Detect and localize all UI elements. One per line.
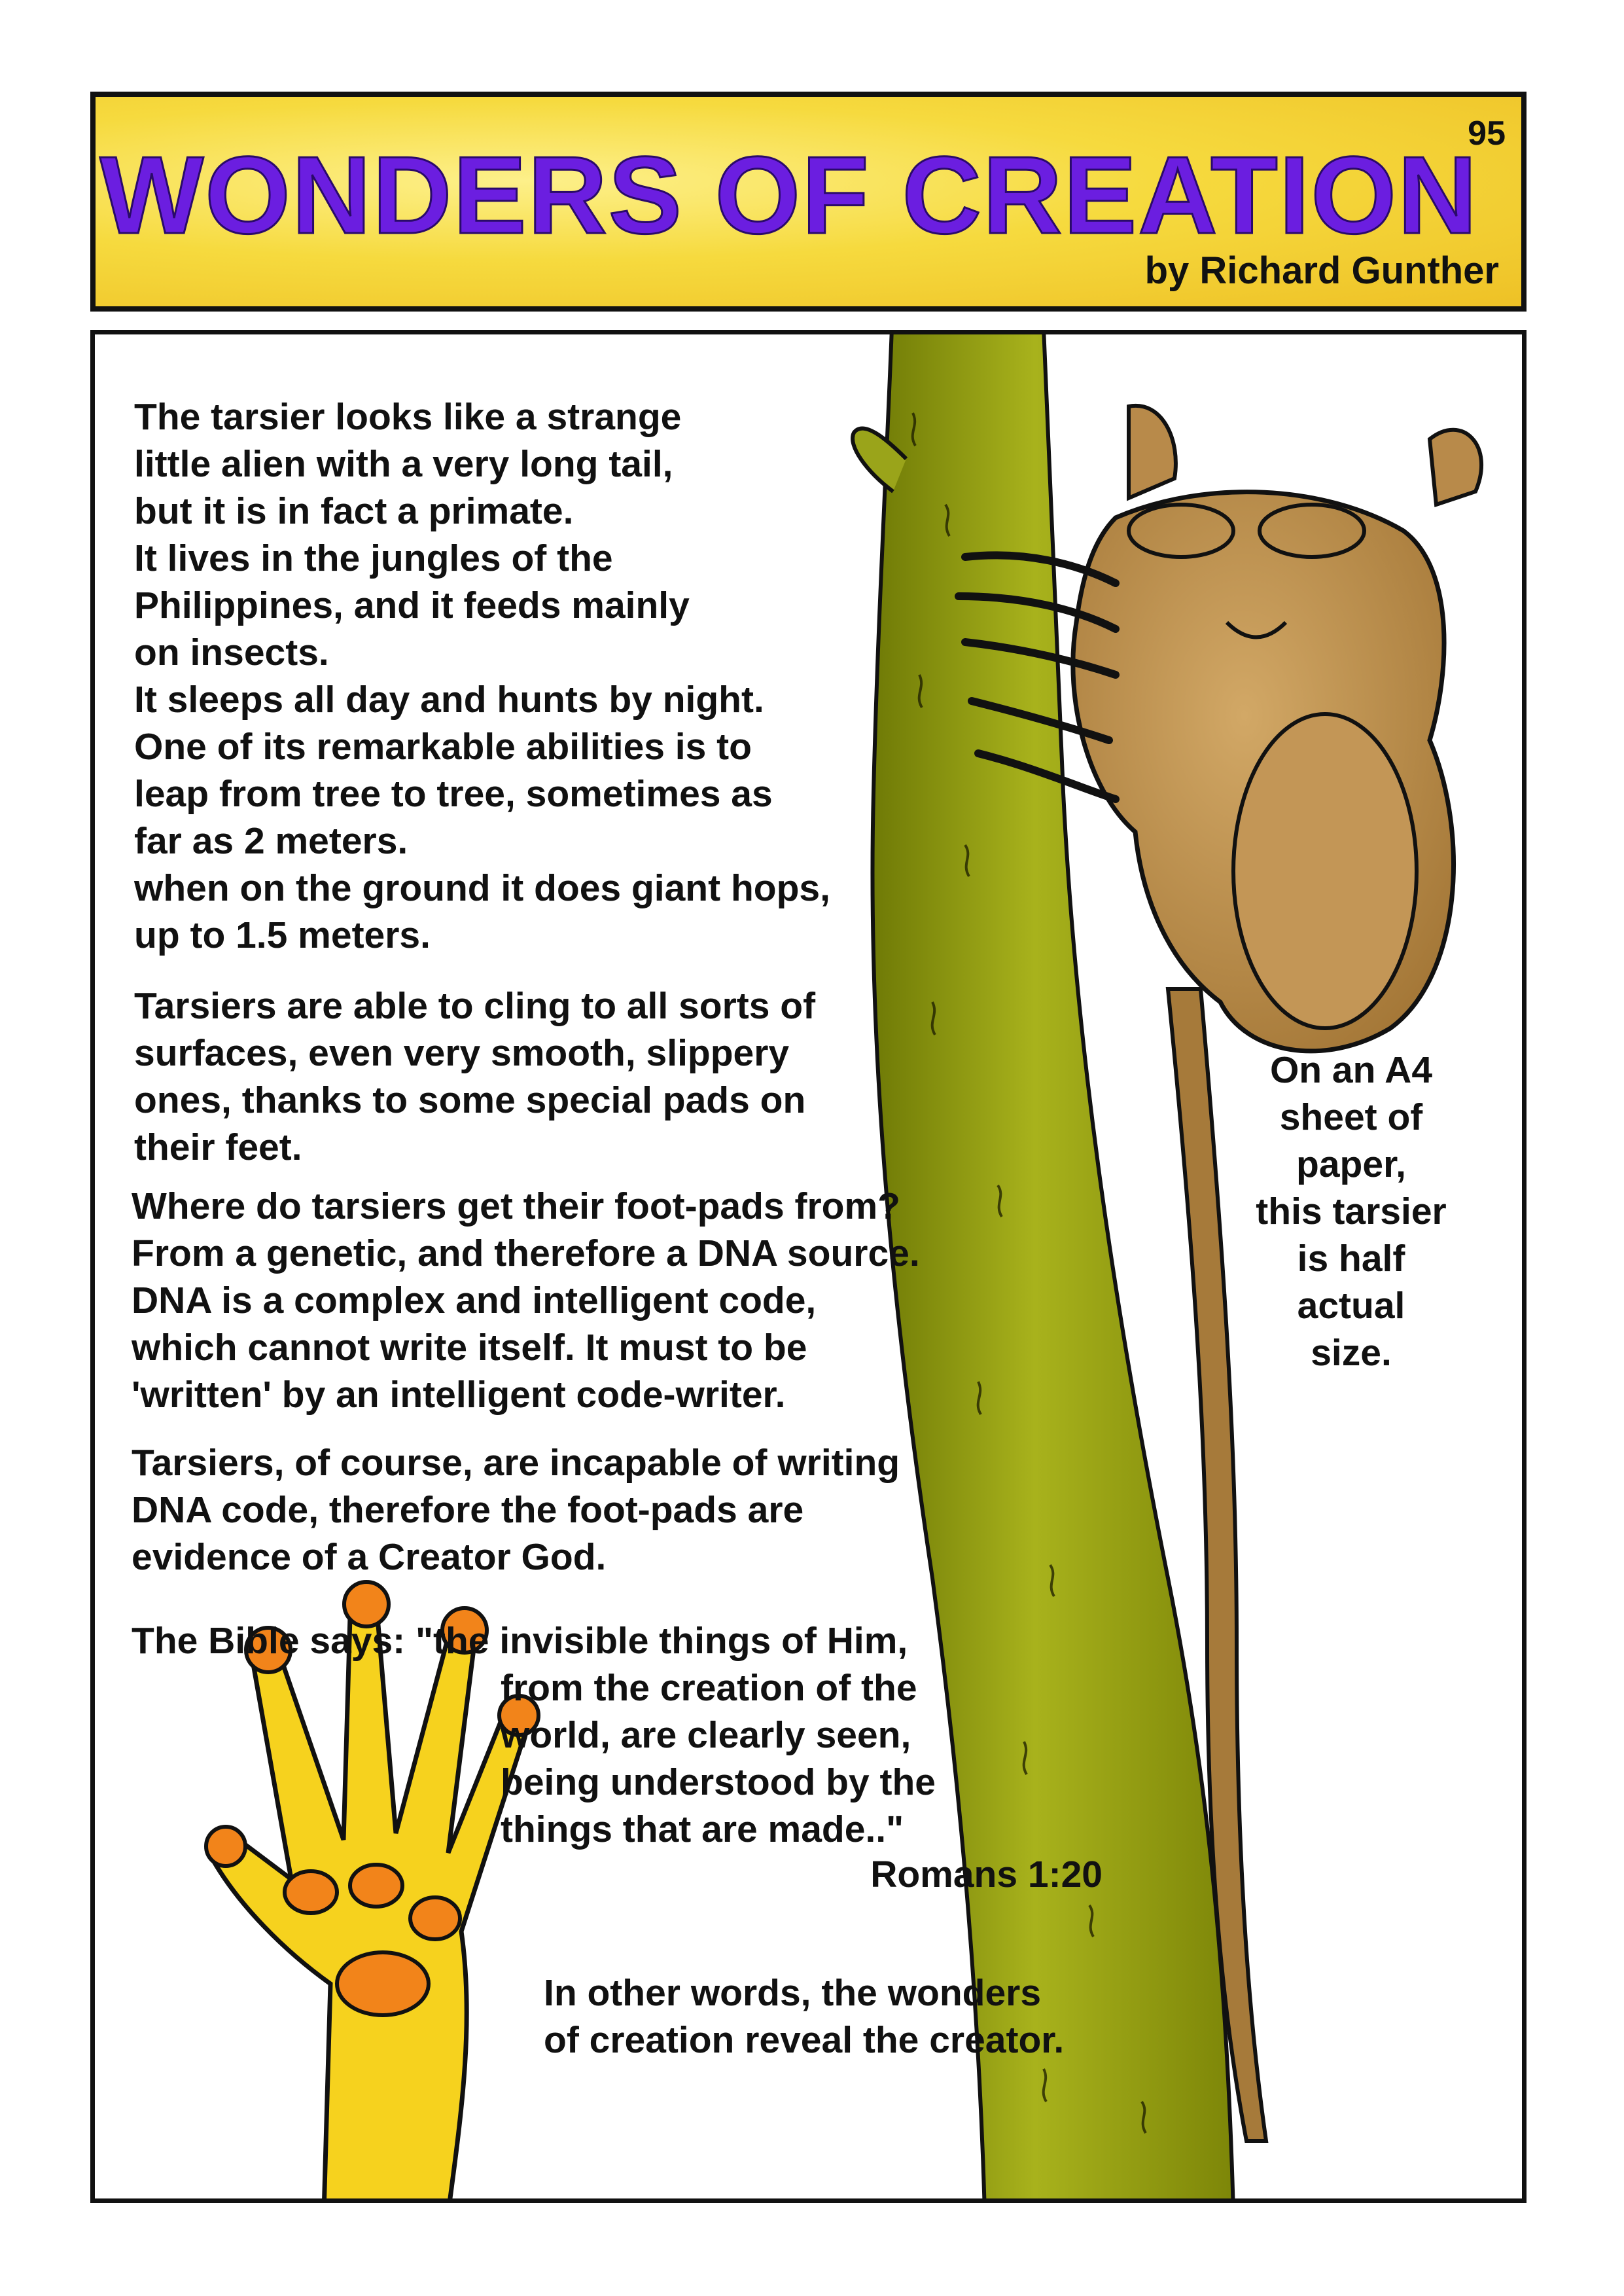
foot-pads-paragraph: Tarsiers are able to cling to all sorts of surfaces, even very smooth, slippery ones, thanks to some special pads on their feet. (134, 985, 816, 1168)
tarsier-hand-icon (206, 1582, 538, 2203)
content-panel (90, 330, 1527, 2203)
bible-quote-text: from the creation of the world, are clearly seen, being understood by the things that are made.." (501, 1667, 936, 1850)
intro-paragraph: The tarsier looks like a strange little alien with a very long tail, but it is in fact a primate. It lives in the jungles of the Philippines, and it feeds mainly on insects. It sleeps all day and hunts by night. One of its remarkable abilities is to leap from tree to tree, sometimes as far as 2 meters. when on the ground it does giant hops, up to 1.5 meters. (134, 396, 830, 956)
bible-quote-reference: Romans 1:20 (870, 1854, 1103, 1895)
title-banner (90, 92, 1527, 312)
page-number: 95 (1468, 115, 1506, 152)
author-byline: by Richard Gunther (1144, 249, 1499, 292)
page-title: WONDERS OF CREATION (99, 134, 1479, 257)
size-note: On an A4 sheet of paper, this tarsier is half actual size. (1256, 1049, 1447, 1374)
dna-paragraph: Where do tarsiers get their foot-pads from? From a genetic, and therefore a DNA source. DNA is a complex and intelligent code, which cannot write itself. It must to be 'written' by an intelligent code-writer. (132, 1185, 920, 1416)
conclusion-text: In other words, the wonders of creation reveal the creator. (544, 1972, 1065, 2061)
creator-paragraph: Tarsiers, of course, are incapable of writing DNA code, therefore the foot-pads are evidence of a Creator God. (132, 1442, 900, 1578)
bible-quote-intro: The Bible says: "the invisible things of Him, (132, 1620, 908, 1662)
